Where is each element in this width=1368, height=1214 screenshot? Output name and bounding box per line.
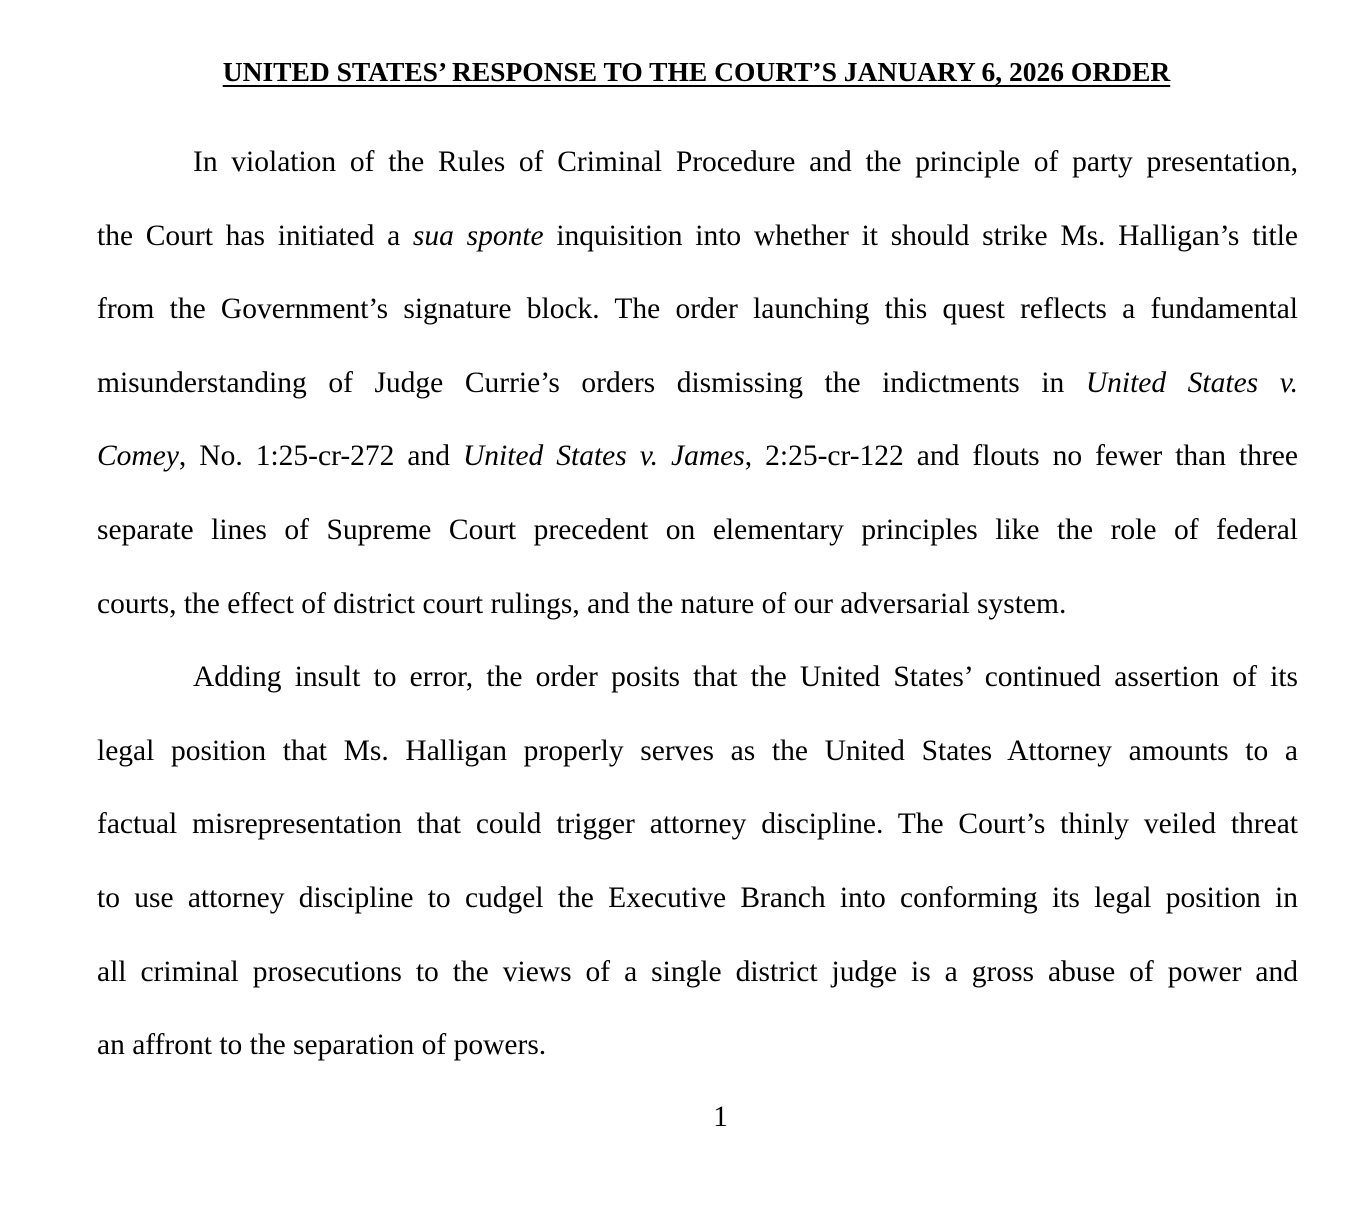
document-title: UNITED STATES’ RESPONSE TO THE COURT’S JANUARY 6, 2026 ORDER [222,56,1171,87]
paragraph-1-line-3: from the Government’s signature block. The order launching this quest reflects a fundamental [97,293,1298,326]
paragraph-1 [97,126,1298,641]
paragraph-2-line-4: to use attorney discipline to cudgel the Executive Branch into conforming its legal position in [97,881,1298,914]
paragraph-1-line-1: In violation of the Rules of Criminal Procedure and the principle of party presentation, [193,146,1298,178]
paragraph-2-line-6: an affront to the separation of powers. [97,1029,547,1062]
paragraph-1-line-6: separate lines of Supreme Court precedent on elementary principles like the role of federal [97,513,1298,546]
paragraph-2-line-2: legal position that Ms. Halligan properly serves as the United States Attorney amounts to a [97,734,1298,767]
document-body [97,126,1298,1083]
paragraph-2-line-5: all criminal prosecutions to the views of a single district judge is a gross abuse of power and [97,955,1298,988]
paragraph-2-line-3: factual misrepresentation that could trigger attorney discipline. The Court’s thinly veiled threat [97,808,1298,841]
case-name-italic: Comey [97,440,179,473]
italic-term: sua sponte [412,219,544,252]
case-name-italic: United States v. James [463,440,745,473]
page-number: 1 [713,1101,728,1133]
paragraph-1-line-4: misunderstanding of Judge Currie’s orders dismissing the indictments in United States v. [97,366,1298,399]
paragraph-1-line-2: the Court has initiated a sua sponte inquisition into whether it should strike Ms. Halligan’s title [97,219,1298,252]
paragraph-2 [97,641,1298,1083]
case-name-italic: United States v. [1085,366,1298,399]
paragraph-1-line-7: courts, the effect of district court rulings, and the nature of our adversarial system. [97,587,1067,620]
paragraph-2-line-1: Adding insult to error, the order posits that the United States’ continued assertion of its [193,661,1298,694]
paragraph-1-line-5: Comey, No. 1:25-cr-272 and United States v. James, 2:25-cr-122 and flouts no fewer than three [97,440,1298,473]
